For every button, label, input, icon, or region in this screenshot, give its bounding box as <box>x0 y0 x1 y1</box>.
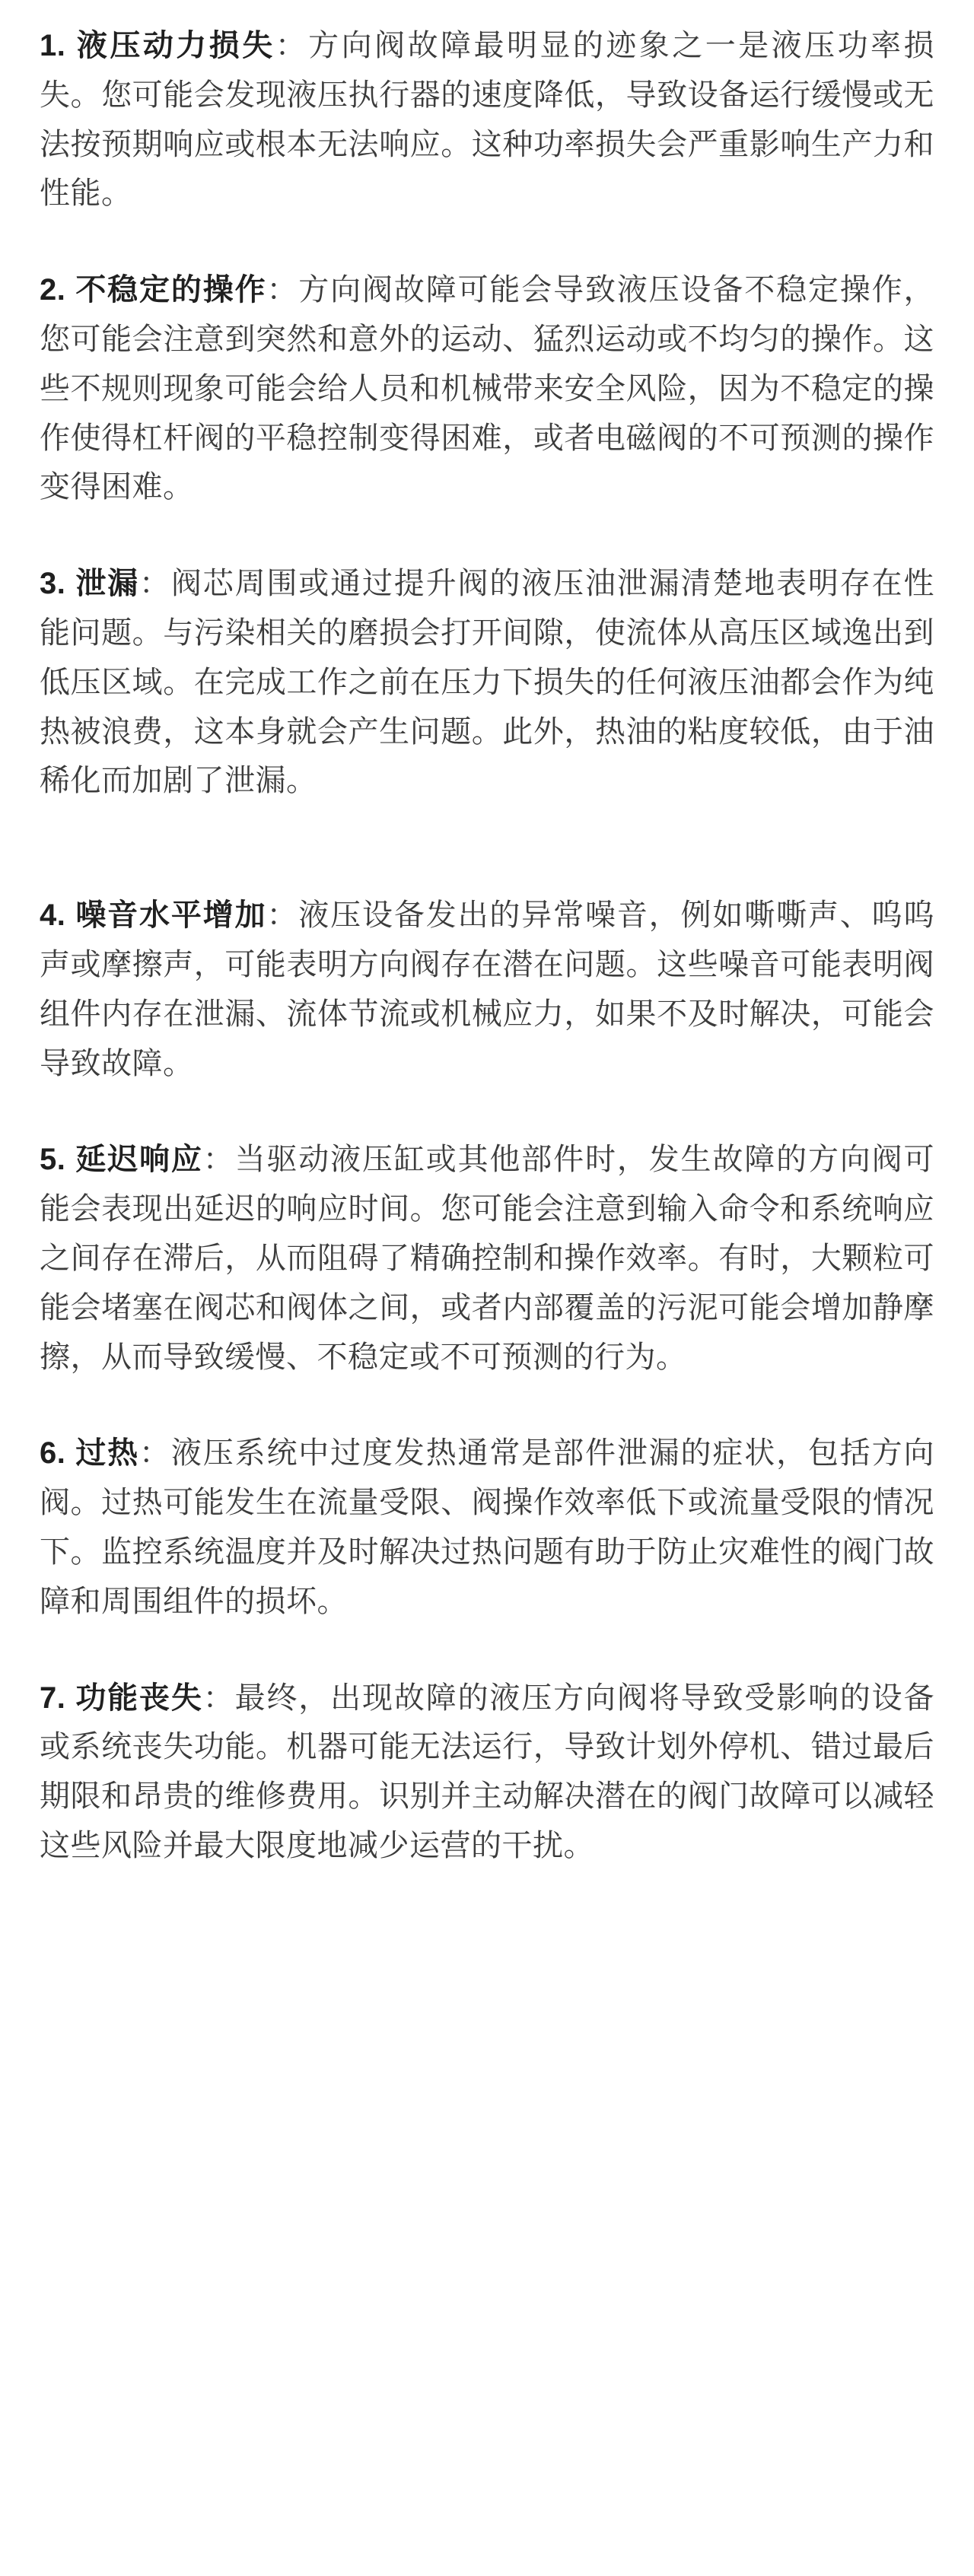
paragraph <box>40 1429 934 1626</box>
item-lead: 4. 噪音水平增加 <box>40 898 267 933</box>
list-item <box>40 1135 934 1382</box>
list-item <box>40 891 934 1088</box>
list-item <box>40 1674 934 1871</box>
paragraph <box>40 559 934 806</box>
item-body: ：当驱动液压缸或其他部件时，发生故障的方向阀可能会表现出延迟的响应时间。您可能会注意到输入命令和系统响应之间存在滞后，从而阻碍了精确控制和操作效率。有时，大颗粒可能会堵塞在阀芯和阀体之间，或者内部覆盖的污泥可能会增加静摩擦，从而导致缓慢、不稳定或不可预测的行为。 <box>40 1143 935 1374</box>
paragraph <box>40 21 934 218</box>
item-body: ：阀芯周围或通过提升阀的液压油泄漏清楚地表明存在性能问题。与污染相关的磨损会打开间隙，使流体从高压区域逸出到低压区域。在完成工作之前在压力下损失的任何液压油都会作为纯热被浪费，这本身就会产生问题。此外，热油的粘度较低，由于油稀化而加剧了泄漏。 <box>40 567 934 798</box>
item-body: ：方向阀故障可能会导致液压设备不稳定操作，您可能会注意到突然和意外的运动、猛烈运动或不均匀的操作。这些不规则现象可能会给人员和机械带来安全风险，因为不稳定的操作使得杠杆阀的平稳控制变得困难，或者电磁阀的不可预测的操作变得困难。 <box>40 273 935 504</box>
item-lead: 3. 泄漏 <box>40 567 140 601</box>
paragraph <box>40 266 934 512</box>
paragraph <box>40 1135 934 1382</box>
item-lead: 1. 液压动力损失 <box>40 29 275 62</box>
list-item <box>40 1429 934 1626</box>
item-lead: 7. 功能丧失 <box>40 1681 203 1715</box>
item-body: ：液压系统中过度发热通常是部件泄漏的症状，包括方向阀。过热可能发生在流量受限、阀操作效率低下或流量受限的情况下。监控系统温度并及时解决过热问题有助于防止灾难性的阀门故障和周围组件的损坏。 <box>40 1436 934 1618</box>
list-item <box>40 559 934 806</box>
item-body: ：液压设备发出的异常噪音，例如嘶嘶声、呜呜声或摩擦声，可能表明方向阀存在潜在问题。这些噪音可能表明阀组件内存在泄漏、流体节流或机械应力，如果不及时解决，可能会导致故障。 <box>40 898 935 1080</box>
paragraph <box>40 891 934 1088</box>
item-lead: 5. 延迟响应 <box>40 1143 203 1177</box>
list-item <box>40 266 934 512</box>
item-lead: 6. 过热 <box>40 1436 140 1471</box>
list-item <box>40 21 934 218</box>
paragraph <box>40 1674 934 1871</box>
item-body: ：最终，出现故障的液压方向阀将导致受影响的设备或系统丧失功能。机器可能无法运行，导致计划外停机、错过最后期限和昂贵的维修费用。识别并主动解决潜在的阀门故障可以减轻这些风险并最大限度地减少运营的干扰。 <box>40 1681 935 1862</box>
item-body: ：方向阀故障最明显的迹象之一是液压功率损失。您可能会发现液压执行器的速度降低，导致设备运行缓慢或无法按预期响应或根本无法响应。这种功率损失会严重影响生产力和性能。 <box>40 29 934 211</box>
item-lead: 2. 不稳定的操作 <box>40 273 267 307</box>
